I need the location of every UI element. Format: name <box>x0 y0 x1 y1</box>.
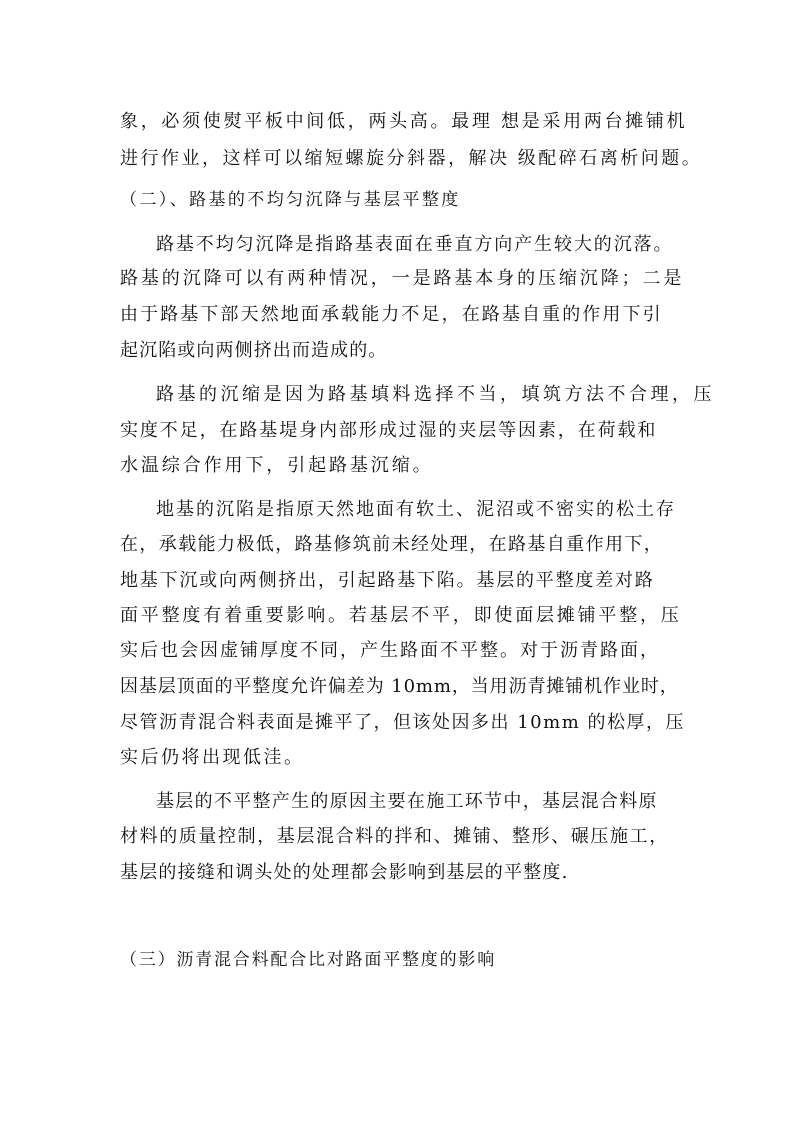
text-line-7: 起沉陷或向两侧挤出而造成的。 <box>120 340 388 361</box>
text-line-19: 基层的不平整产生的原因主要在施工环节中，基层混合料原 <box>156 791 658 812</box>
text-line-1: 象，必须使熨平板中间低，两头高。最理 想是采用两台摊铺机 <box>120 111 688 132</box>
text-line-11: 地基的沉陷是指原天然地面有软土、泥沼或不密实的松土存 <box>156 499 676 520</box>
text-line-18: 实后仍将出现低洼。 <box>120 747 305 768</box>
text-line-15: 实后也会因虚铺厚度不同，产生路面不平整。对于沥青路面， <box>120 640 660 661</box>
text-line-5: 路基的沉降可以有两种情况，一是路基本身的压缩沉降；二是 <box>120 268 685 289</box>
text-line-2: 进行作业，这样可以缩短螺旋分斜器，解决 级配碎石离析问题。 <box>120 148 703 169</box>
text-line-6: 由于路基下部天然地面承载能力不足，在路基自重的作用下引 <box>120 304 663 325</box>
text-line-8: 路基的沉缩是因为路基填料选择不当，填筑方法不合理，压 <box>156 384 715 405</box>
text-line-16: 因基层顶面的平整度允许偏差为 10mm，当用沥青摊铺机作业时， <box>120 676 679 697</box>
text-line-21: 基层的接缝和调头处的处理都会影响到基层的平整度. <box>120 862 569 883</box>
text-line-4: 路基不均匀沉降是指路基表面在垂直方向产生较大的沉落。 <box>156 234 674 255</box>
text-line-20: 材料的质量控制，基层混合料的拌和、摊铺、整形、碾压施工， <box>120 826 669 847</box>
text-line-14: 面平整度有着重要影响。若基层不平，即使面层摊铺平整，压 <box>120 605 682 626</box>
text-line-12: 在，承载能力极低，路基修筑前未经处理，在路基自重作用下， <box>120 534 664 555</box>
text-line-9: 实度不足，在路基堤身内部形成过湿的夹层等因素，在荷载和 <box>120 420 658 441</box>
text-line-13: 地基下沉或向两侧挤出，引起路基下陷。基层的平整度差对路 <box>120 570 655 591</box>
section-heading-2: （二）、路基的不均匀沉降与基层平整度 <box>120 190 461 210</box>
text-line-17: 尽管沥青混合料表面是摊平了，但该处因多出 10mm 的松厚，压 <box>120 712 685 733</box>
section-heading-3: （三）沥青混合料配合比对路面平整度的影响 <box>120 950 496 970</box>
text-line-10: 水温综合作用下，引起路基沉缩。 <box>120 455 434 476</box>
